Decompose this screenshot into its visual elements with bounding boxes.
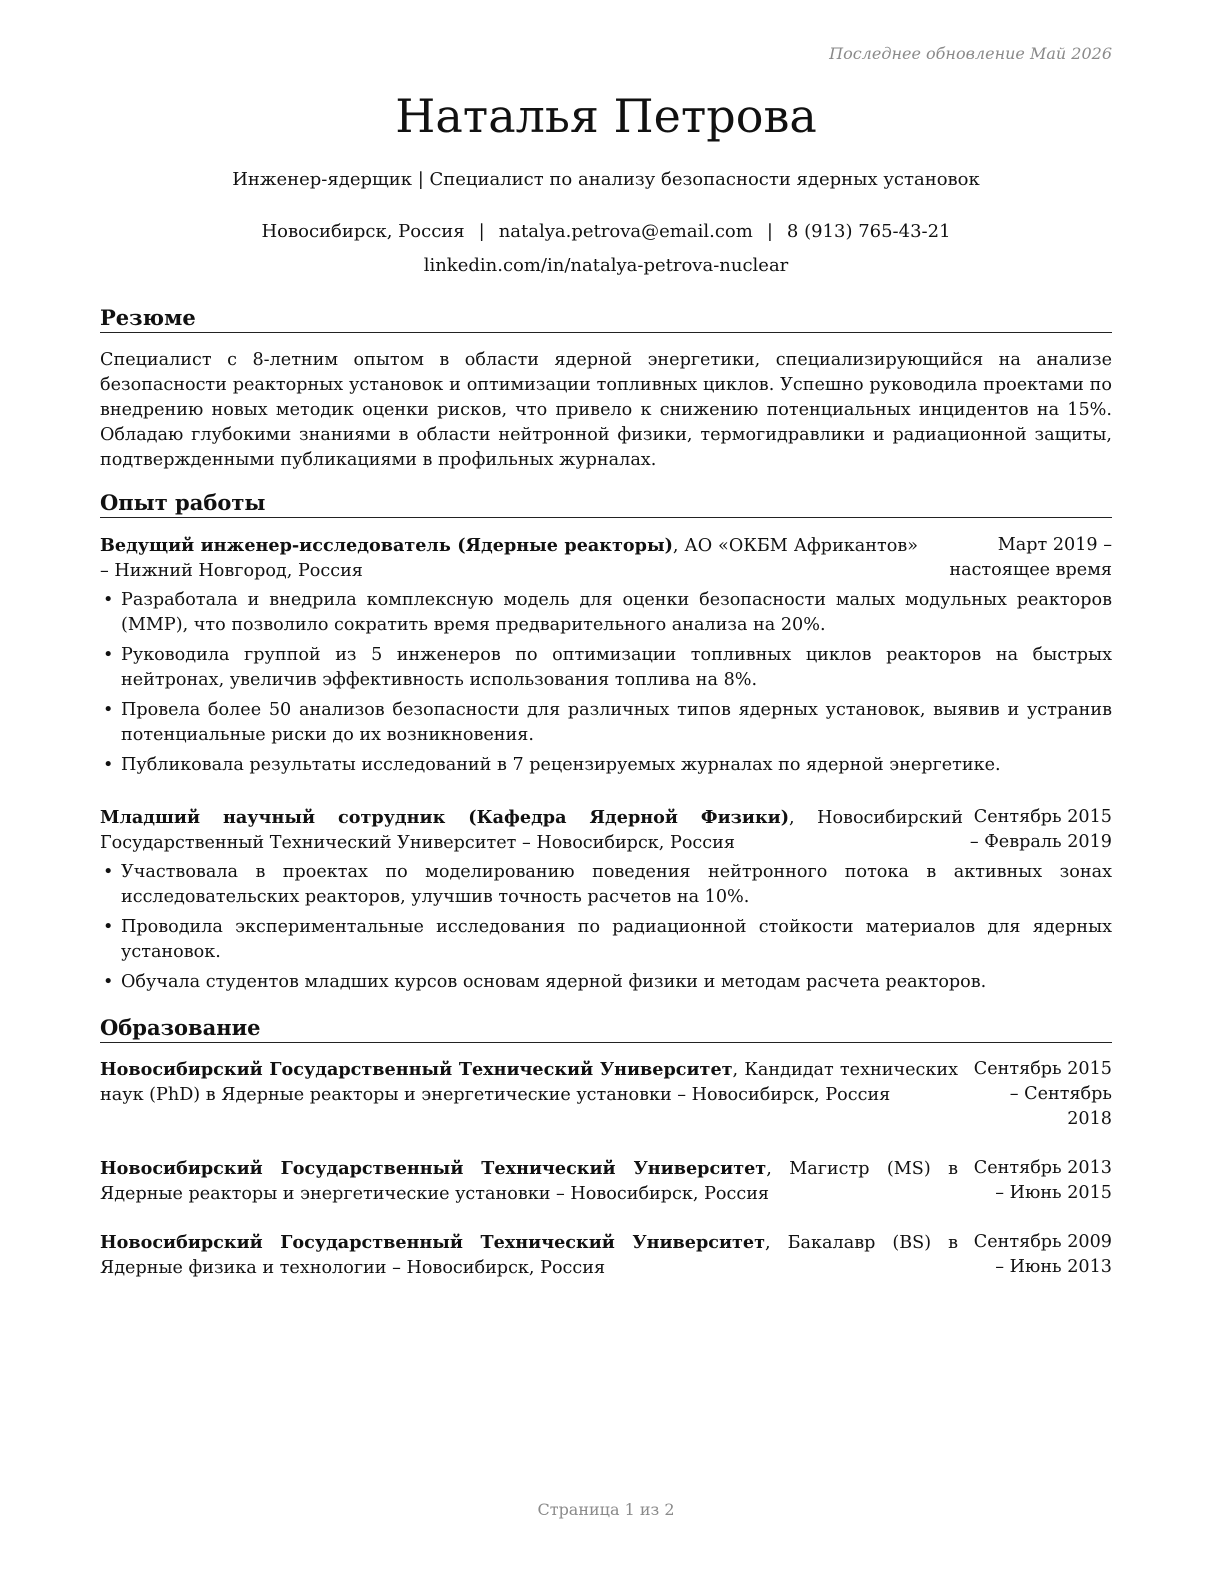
job-role: Младший научный сотрудник (Кафедра Ядерной Физики) xyxy=(100,807,790,828)
bullet-dot-icon: • xyxy=(103,590,114,610)
bullet-item xyxy=(100,698,1112,748)
contact-email[interactable]: natalya.petrova@email.com xyxy=(498,221,753,242)
education-school: Новосибирский Государственный Технический Университет xyxy=(100,1232,766,1253)
resume-page xyxy=(100,0,1112,1584)
bullet-dot-icon: • xyxy=(103,862,114,882)
bullet-dot-icon: • xyxy=(103,917,114,937)
bullet-dot-icon: • xyxy=(103,645,114,665)
bullet-text: Провела более 50 анализов безопасности для различных типов ядерных установок, выявив и устранив потенциальные риски до их возникновения. xyxy=(121,700,1112,745)
job-role: Ведущий инженер-исследователь (Ядерные реакторы) xyxy=(100,535,673,556)
education-degree: , Кандидат технических наук (PhD) в Ядерные реакторы и энергетические установки – Новосибирск, Россия xyxy=(100,1060,958,1105)
linkedin-link[interactable]: linkedin.com/in/natalya-petrova-nuclear xyxy=(423,255,789,276)
education-header xyxy=(100,1057,1112,1132)
job-subtitle: Инженер-ядерщик | Специалист по анализу безопасности ядерных установок xyxy=(232,169,980,190)
bullet-item xyxy=(100,643,1112,693)
bullet-text: Участвовала в проектах по моделированию поведения нейтронного потока в активных зонах исследовательских реакторов, улучшив точность расчетов на 10%. xyxy=(121,862,1112,907)
bullet-item xyxy=(100,753,1112,778)
job-title-line xyxy=(100,805,963,856)
job-company: , АО «ОКБМ Африкантов» – Нижний Новгород, Россия xyxy=(100,536,919,581)
job-company: , Новосибирский Государственный Технический Университет – Новосибирск, Россия xyxy=(100,808,963,853)
last-updated: Последнее обновление Май 2026 xyxy=(829,44,1112,63)
contact-phone: 8 (913) 765-43-21 xyxy=(786,221,951,242)
bullet-text: Проводила экспериментальные исследования по радиационной стойкости материалов для ядерных установок. xyxy=(121,917,1112,962)
bullet-text: Публиковала результаты исследований в 7 рецензируемых журналах по ядерной энергетике. xyxy=(121,755,1001,775)
education-header xyxy=(100,1156,1112,1207)
section-title-summary: Резюме xyxy=(100,305,1112,333)
person-name: Наталья Петрова xyxy=(395,89,817,143)
contact-separator: | xyxy=(478,221,485,242)
section-title-experience: Опыт работы xyxy=(100,490,1112,518)
bullet-item xyxy=(100,860,1112,910)
bullet-dot-icon: • xyxy=(103,972,114,992)
education-entry xyxy=(100,1230,1112,1281)
bullet-item xyxy=(100,915,1112,965)
bullet-item xyxy=(100,970,1112,995)
job-title-line xyxy=(100,533,918,584)
education-dates: Сентябрь 2013 – Июнь 2015 xyxy=(973,1158,1112,1203)
education-line xyxy=(100,1156,958,1207)
job-header xyxy=(100,805,1112,856)
bullet-text: Обучала студентов младших курсов основам ядерной физики и методам расчета реакторов. xyxy=(121,972,987,992)
bullet-text: Разработала и внедрила комплексную модель для оценки безопасности малых модульных реакторов (ММР), что позволило сократить время предварительного анализа на 20%. xyxy=(121,590,1112,635)
bullet-dot-icon: • xyxy=(103,700,114,720)
contact-line xyxy=(100,220,1112,244)
page-number: Страница 1 из 2 xyxy=(537,1500,675,1519)
education-school: Новосибирский Государственный Технический Университет xyxy=(100,1158,767,1179)
bullet-text: Руководила группой из 5 инженеров по оптимизации топливных циклов реакторов на быстрых нейтронах, увеличив эффективность использования топлива на 8%. xyxy=(121,645,1112,690)
job-bullets xyxy=(100,860,1112,995)
education-entry xyxy=(100,1156,1112,1207)
summary-text: Специалист с 8-летним опытом в области ядерной энергетики, специализирующийся на анализе безопасности реакторных установок и оптимизации топливных циклов. Успешно руководила проектами по внедрению новых методик оценки рисков, что привело к снижению потенциальных инцидентов на 15%. Обладаю глубокими знаниями в области нейтронной физики, термогидравлики и радиационной защиты, подтвержденными публикациями в профильных журналах. xyxy=(100,350,1112,470)
contact-location: Новосибирск, Россия xyxy=(261,221,465,242)
section-title-education: Образование xyxy=(100,1015,1112,1043)
contact-separator: | xyxy=(766,221,773,242)
education-degree: , Бакалавр (BS) в Ядерные физика и технологии – Новосибирск, Россия xyxy=(100,1233,958,1278)
bullet-item xyxy=(100,588,1112,638)
education-school: Новосибирский Государственный Технический Университет xyxy=(100,1059,733,1080)
education-dates: Сентябрь 2015 – Сентябрь 2018 xyxy=(973,1059,1112,1129)
education-dates: Сентябрь 2009 – Июнь 2013 xyxy=(973,1232,1112,1277)
job-entry xyxy=(100,533,1112,783)
education-header xyxy=(100,1230,1112,1281)
job-entry xyxy=(100,805,1112,1000)
job-dates: Март 2019 – настоящее время xyxy=(949,535,1112,580)
bullet-dot-icon: • xyxy=(103,755,114,775)
job-header xyxy=(100,533,1112,584)
job-dates: Сентябрь 2015 – Февраль 2019 xyxy=(969,807,1112,852)
education-line xyxy=(100,1057,958,1108)
education-line xyxy=(100,1230,958,1281)
education-entry xyxy=(100,1057,1112,1132)
job-bullets xyxy=(100,588,1112,778)
education-degree: , Магистр (MS) в Ядерные реакторы и энергетические установки – Новосибирск, Россия xyxy=(100,1159,959,1204)
